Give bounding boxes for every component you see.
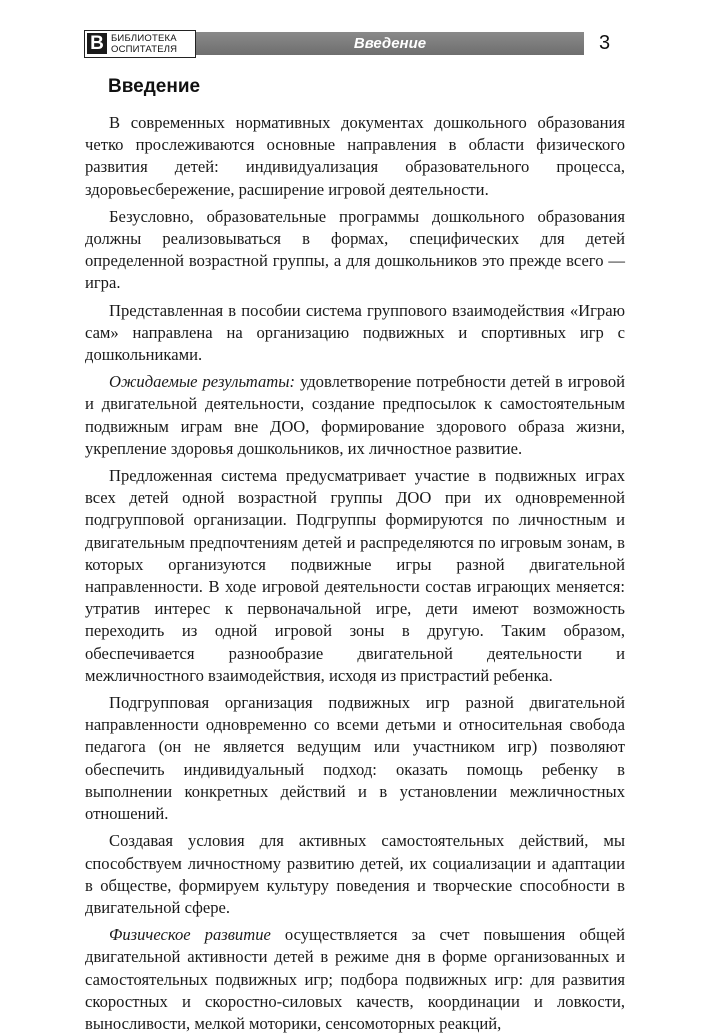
logo-line-2: ОСПИТАТЕЛЯ <box>111 44 178 55</box>
paragraph: Физическое развитие осуществляется за счет повышения общей двигательной активности детей в режиме дня в форме организованных и самостоятельных подвижных игр; подбора подвижных игр: для развития скоростных и скоростно-силовых качеств, координации и ловкости, выносливости, мелкой моторики, сенсомоторных реакций, <box>85 925 625 1033</box>
section-heading: Введение <box>108 76 201 97</box>
logo-letter: B <box>87 33 107 54</box>
paragraph: В современных нормативных документах дошкольного образования четко прослеживаются основные направления в области физического развития детей: индивидуализация образовательного процесса, здоровьесбережение, расширение игровой деятельности. <box>85 113 625 199</box>
paragraph-lead: Ожидаемые результаты: <box>109 372 296 392</box>
page-number: 3 <box>599 32 611 54</box>
logo-line-1: БИБЛИОТЕКА <box>111 33 177 44</box>
series-logo <box>84 30 196 58</box>
paragraph: Предложенная система предусматривает участие в подвижных играх всех детей одной возрастной группы ДОО при их одновременной подгрупповой организации. Подгруппы формируются по личностным и двигательным предпочтениям детей и распределяются по игровым зонам, в которых организуются подвижные игры разной двигательной направленности. В ходе игровой деятельности состав играющих меняется: утратив интерес к первоначальной игре, дети имеют возможность переходить из одной игровой зоны в другую. Таким образом, обеспечивается разнообразие двигательной деятельности и межличностного взаимодействия, исходя из пристрастий ребенка. <box>85 466 625 685</box>
paragraph: Создавая условия для активных самостоятельных действий, мы способствуем личностному развитию детей, их социализации и адаптации в обществе, формируем культуру поведения и творческие способности в двигательной сфере. <box>85 831 625 917</box>
paragraph: Ожидаемые результаты: удовлетворение потребности детей в игровой и двигательной деятельности, создание предпосылок к самостоятельным подвижным играм вне ДОО, формирование здорового образа жизни, укрепление здоровья дошкольников, их личностное развитие. <box>85 372 625 458</box>
running-title: Введение <box>353 35 427 52</box>
paragraph-lead: Физическое развитие <box>109 925 271 945</box>
running-header <box>84 30 634 58</box>
header-bar <box>196 32 584 55</box>
paragraph: Представленная в пособии система группового взаимодействия «Играю сам» направлена на организацию подвижных и спортивных игр с дошкольниками. <box>85 300 625 365</box>
paragraph: Подгрупповая организация подвижных игр разной двигательной направленности одновременно со всеми детьми и относительная свобода педагога (он не является ведущим или участником игр) позволяют обеспечить индивидуальный подход: оказать помощь ребенку в выполнении конкретных действий и в установлении межличностных отношений. <box>85 693 625 824</box>
body-text <box>85 112 625 1035</box>
paragraph: Безусловно, образовательные программы дошкольного образования должны реализовываться в формах, специфических для детей определенной возрастной группы, а для дошкольников это прежде всего — игра. <box>85 206 625 293</box>
logo-text <box>111 33 177 55</box>
